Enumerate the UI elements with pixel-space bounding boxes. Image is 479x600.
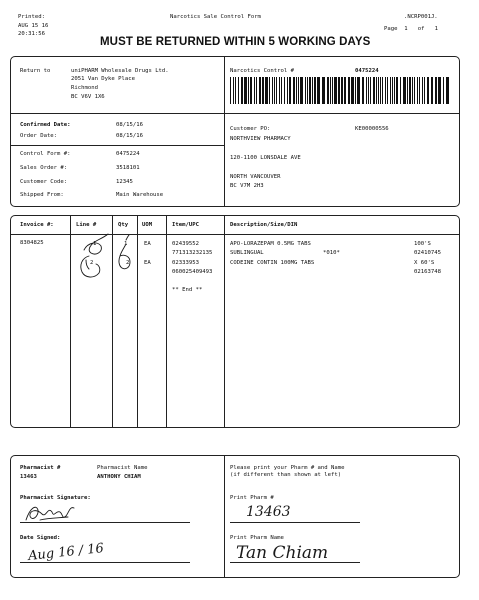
- barcode-bar: [269, 77, 270, 104]
- barcode-bar: [300, 77, 303, 104]
- barcode-bar: [241, 77, 243, 104]
- sales-order-value: 3518101: [116, 165, 140, 171]
- customer-province-postal: BC V7M 2H3: [230, 183, 264, 189]
- print-instructions: Please print your Pharm # and Name: [230, 465, 345, 471]
- barcode-bar: [248, 77, 249, 104]
- pharmacist-number-label: Pharmacist #: [20, 465, 61, 471]
- barcode-bar: [435, 77, 437, 104]
- barcode-bar: [322, 77, 325, 104]
- end-marker: ** End **: [172, 287, 203, 293]
- barcode-bar: [382, 77, 383, 104]
- page-total: 1: [434, 26, 438, 32]
- printed-time: 20:31:56: [18, 31, 45, 37]
- barcode-bar: [438, 77, 441, 104]
- barcode-bar: [366, 77, 367, 104]
- print-pharm-number-label: Print Pharm #: [230, 495, 274, 501]
- date-signed-label: Date Signed:: [20, 535, 61, 541]
- barcode-bar: [262, 77, 264, 104]
- pharmacist-number-value: 13463: [20, 474, 37, 480]
- printed-date: AUG 15 16: [18, 23, 49, 29]
- barcode-bar: [351, 77, 354, 104]
- din: 02163748: [414, 269, 441, 275]
- customer-name: NORTHVIEW PHARMACY: [230, 136, 291, 142]
- barcode-bar: [279, 77, 280, 104]
- form-name: Narcotics Sale Control Form: [170, 14, 261, 20]
- barcode-bar: [287, 77, 288, 104]
- control-form-label: Control Form #:: [20, 151, 71, 157]
- barcode-bar: [256, 77, 257, 104]
- barcode-bar: [344, 77, 346, 104]
- barcode-bar: [289, 77, 291, 104]
- barcode-bar: [330, 77, 331, 104]
- barcode-bar: [387, 77, 388, 104]
- column-header-line: Line #: [76, 222, 97, 228]
- form-code: .NCRP001J.: [404, 14, 438, 20]
- barcode-bar: [338, 77, 340, 104]
- barcode-bar: [284, 77, 285, 104]
- pharmacist-name-value: ANTHONY CHIAM: [97, 474, 141, 480]
- quantity: 2: [126, 260, 130, 266]
- barcode-bar: [274, 77, 275, 104]
- barcode-bar: [334, 77, 337, 104]
- print-pharm-name-label: Print Pharm Name: [230, 535, 284, 541]
- quantity: 1: [124, 241, 128, 247]
- return-to-label: Return to: [20, 68, 51, 74]
- barcode-bar: [373, 77, 375, 104]
- column-header-qty: Qty: [118, 222, 129, 228]
- barcode-bar: [380, 77, 381, 104]
- uom: EA: [144, 260, 151, 266]
- barcode-bar: [385, 77, 386, 104]
- sales-order-label: Sales Order #:: [20, 165, 68, 171]
- barcode-bar: [419, 77, 420, 104]
- barcode-bar: [443, 77, 444, 104]
- barcode-bar: [281, 77, 282, 104]
- description: APO-LORAZEPAM 0.5MG TABS: [230, 241, 311, 247]
- barcode-bar: [233, 77, 234, 104]
- confirmed-date-value: 08/15/16: [116, 122, 143, 128]
- barcode-bar: [446, 77, 449, 104]
- printed-label: Printed:: [18, 14, 45, 20]
- barcode-bar: [238, 77, 239, 104]
- handwritten-date: Aug 16 / 16: [27, 541, 105, 564]
- pack-size: X 60'S: [414, 260, 435, 266]
- description: SUBLINGUAL: [230, 250, 264, 256]
- handwritten-pharm-name: Tan Chiam: [236, 543, 329, 563]
- narcotics-control-label: Narcotics Control #: [230, 68, 294, 74]
- barcode-bar: [254, 77, 255, 104]
- barcode-bar: [314, 77, 316, 104]
- column-divider: [70, 215, 71, 428]
- barcode-bar: [341, 77, 343, 104]
- barcode-bar: [357, 77, 360, 104]
- customer-po-value: KE00000556: [355, 126, 389, 132]
- column-header-description: Description/Size/DIN: [230, 222, 298, 228]
- barcode-bar: [396, 77, 398, 104]
- barcode-bar: [272, 77, 273, 104]
- barcode-bar: [412, 77, 413, 104]
- barcode-bar: [265, 77, 268, 104]
- page-of: of: [417, 26, 425, 32]
- customer-po-label: Customer PO:: [230, 126, 271, 132]
- shipped-from-label: Shipped From:: [20, 192, 64, 198]
- print-pharm-number-line: [230, 522, 360, 523]
- order-date-label: Order Date:: [20, 133, 58, 139]
- column-divider: [137, 215, 138, 428]
- barcode-bar: [417, 77, 418, 104]
- barcode-bar: [368, 77, 369, 104]
- barcode-bar: [312, 77, 313, 104]
- barcode-bar: [293, 77, 295, 104]
- barcode-bar: [259, 77, 261, 104]
- barcode-bar: [409, 77, 411, 104]
- handwritten-check-marks: [72, 232, 136, 282]
- barcode-bar: [305, 77, 306, 104]
- barcode-bar: [327, 77, 329, 104]
- barcode-bar: [250, 77, 252, 104]
- return-address-line: 2051 Van Dyke Place: [71, 76, 135, 82]
- column-divider: [224, 215, 225, 428]
- handwritten-signature: [22, 500, 82, 526]
- upc-code: 771313232135: [172, 250, 213, 256]
- barcode-bar: [362, 77, 364, 104]
- return-address-line: uniPHARM Wholesale Drugs Ltd.: [71, 68, 169, 74]
- item-code: 02333953: [172, 260, 199, 266]
- barcode-bar: [317, 77, 320, 104]
- uom: EA: [144, 241, 151, 247]
- column-header-uom: UOM: [142, 222, 153, 228]
- column-divider: [166, 215, 167, 428]
- barcode-bar: [424, 77, 425, 104]
- confirmed-date-label: Confirmed Date:: [20, 122, 71, 128]
- barcode-bar: [422, 77, 423, 104]
- barcode-bar: [309, 77, 311, 104]
- barcode-bar: [376, 77, 377, 104]
- barcode-bar: [390, 77, 391, 104]
- return-address-line: Richmond: [71, 85, 98, 91]
- barcode-bar: [244, 77, 247, 104]
- description: CODEINE CONTIN 100MG TABS: [230, 260, 315, 266]
- control-form-value: 0475224: [116, 151, 140, 157]
- page-indicator: [384, 26, 438, 33]
- barcode-bar: [407, 77, 408, 104]
- return-notice: MUST BE RETURNED WITHIN 5 WORKING DAYS: [100, 36, 371, 48]
- column-header-item: Item/UPC: [172, 222, 199, 228]
- customer-code-value: 12345: [116, 179, 133, 185]
- return-address-line: BC V6V 1X6: [71, 94, 105, 100]
- print-instructions: (if different than shown at left): [230, 472, 342, 478]
- barcode-bar: [403, 77, 406, 104]
- item-code: 02439552: [172, 241, 199, 247]
- line-number: 1: [93, 241, 97, 247]
- order-date-value: 08/15/16: [116, 133, 143, 139]
- barcode-bar: [370, 77, 371, 104]
- barcode-bar: [298, 77, 299, 104]
- customer-city: NORTH VANCOUVER: [230, 174, 281, 180]
- barcode-bar: [427, 77, 429, 104]
- narcotics-control-number: 0475224: [355, 68, 379, 74]
- barcode-bar: [400, 77, 401, 104]
- pharmacist-name-label: Pharmacist Name: [97, 465, 148, 471]
- shipped-from-value: Main Warehouse: [116, 192, 164, 198]
- column-header-invoice: Invoice #:: [20, 222, 54, 228]
- divider: [10, 145, 224, 146]
- description-code: *010*: [323, 250, 340, 256]
- divider: [224, 56, 225, 207]
- barcode-bar: [431, 77, 433, 104]
- page-label: Page: [384, 26, 398, 32]
- customer-address-line: 120-1100 LONSDALE AVE: [230, 155, 301, 161]
- din: 02410745: [414, 250, 441, 256]
- barcode-bar: [394, 77, 395, 104]
- page-number: 1: [404, 26, 408, 32]
- invoice-number: 8304825: [20, 240, 44, 246]
- barcode-bar: [332, 77, 333, 104]
- handwritten-pharm-number: 13463: [246, 504, 291, 520]
- divider: [224, 455, 225, 578]
- customer-code-label: Customer Code:: [20, 179, 68, 185]
- line-number: 2: [90, 260, 94, 266]
- barcode-bar: [235, 77, 236, 104]
- barcode-bar: [392, 77, 393, 104]
- barcode-bar: [276, 77, 277, 104]
- barcode-bar: [348, 77, 350, 104]
- upc-code: 060025409493: [172, 269, 213, 275]
- barcode: [229, 77, 449, 104]
- barcode-bar: [230, 77, 231, 104]
- barcode-bar: [378, 77, 379, 104]
- barcode-bar: [296, 77, 297, 104]
- barcode-bar: [355, 77, 356, 104]
- barcode-bar: [414, 77, 415, 104]
- pack-size: 100'S: [414, 241, 431, 247]
- divider: [10, 113, 460, 114]
- pharmacist-signature-label: Pharmacist Signature:: [20, 495, 91, 501]
- barcode-bar: [307, 77, 308, 104]
